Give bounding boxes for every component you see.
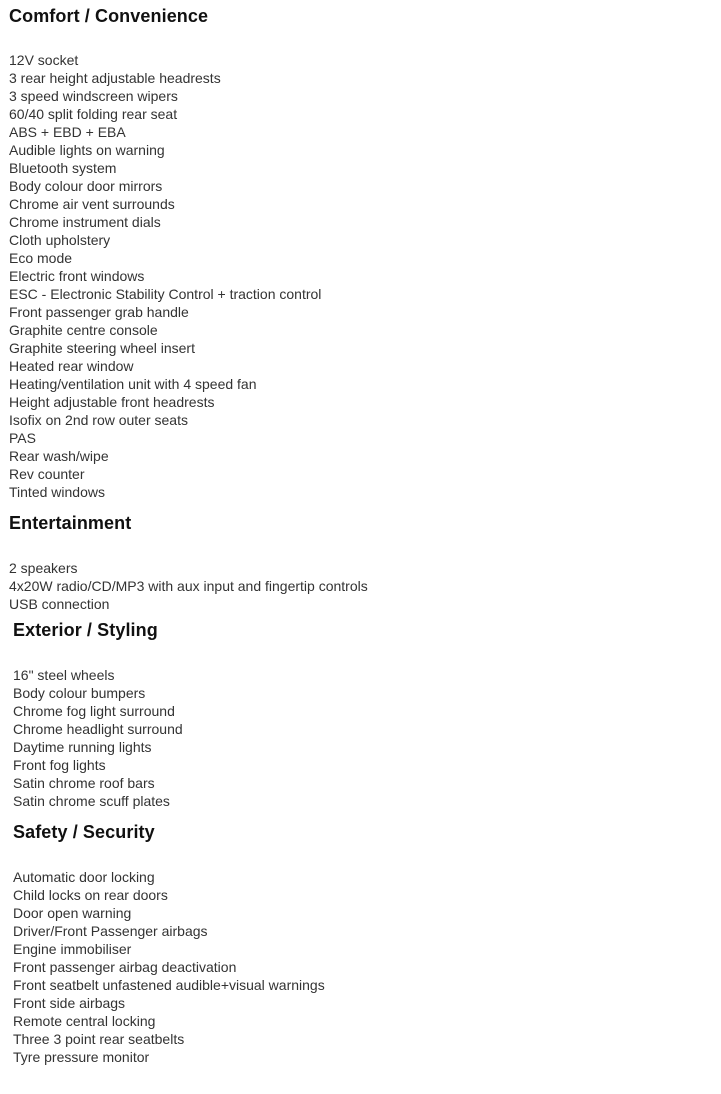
list-item: Front passenger airbag deactivation [13,959,237,975]
list-item: 3 rear height adjustable headrests [9,70,221,86]
list-item: Electric front windows [9,268,145,284]
section-heading: Exterior / Styling [13,620,158,640]
list-item: 16" steel wheels [13,667,115,683]
list-item: Graphite centre console [9,322,158,338]
list-item: Eco mode [9,250,73,266]
list-item: Chrome instrument dials [9,214,161,230]
list-item: 3 speed windscreen wipers [9,88,178,104]
section-safety-security [13,821,713,1066]
list-item: Front side airbags [13,995,126,1011]
section-heading: Comfort / Convenience [9,6,209,26]
list-item: Heated rear window [9,358,134,374]
list-item: 4x20W radio/CD/MP3 with aux input and fingertip controls [9,578,368,594]
feature-list [9,51,709,501]
list-item: Isofix on 2nd row outer seats [9,412,188,428]
feature-list [9,559,709,613]
list-item: 60/40 split folding rear seat [9,106,178,122]
list-item: Satin chrome scuff plates [13,793,170,809]
list-item: Body colour bumpers [13,685,146,701]
list-item: Rear wash/wipe [9,448,109,464]
section-exterior-styling [13,619,713,810]
list-item: Chrome air vent surrounds [9,196,175,212]
list-item: Height adjustable front headrests [9,394,215,410]
list-item: Door open warning [13,905,132,921]
list-item: Front fog lights [13,757,106,773]
section-entertainment [9,512,709,613]
list-item: USB connection [9,596,110,612]
list-item: Automatic door locking [13,869,155,885]
list-item: Body colour door mirrors [9,178,163,194]
list-item: Chrome fog light surround [13,703,175,719]
list-item: Daytime running lights [13,739,152,755]
list-item: Driver/Front Passenger airbags [13,923,208,939]
list-item: Remote central locking [13,1013,156,1029]
list-item: Engine immobiliser [13,941,132,957]
list-item: Heating/ventilation unit with 4 speed fan [9,376,257,392]
list-item: Front seatbelt unfastened audible+visual warnings [13,977,325,993]
list-item: PAS [9,430,36,446]
list-item: Audible lights on warning [9,142,165,158]
list-item: Child locks on rear doors [13,887,168,903]
list-item: Three 3 point rear seatbelts [13,1031,185,1047]
list-item: Satin chrome roof bars [13,775,155,791]
list-item: Bluetooth system [9,160,117,176]
list-item: 12V socket [9,52,79,68]
list-item: ABS + EBD + EBA [9,124,126,140]
list-item: Tinted windows [9,484,105,500]
section-comfort-convenience [9,5,709,501]
list-item: 2 speakers [9,560,78,576]
list-item: Front passenger grab handle [9,304,189,320]
list-item: Rev counter [9,466,85,482]
list-item: ESC - Electronic Stability Control + traction control [9,286,322,302]
section-heading: Entertainment [9,513,132,533]
list-item: Tyre pressure monitor [13,1049,150,1065]
list-item: Chrome headlight surround [13,721,183,737]
list-item: Cloth upholstery [9,232,111,248]
section-heading: Safety / Security [13,822,155,842]
feature-list [13,868,713,1066]
feature-list [13,666,713,810]
list-item: Graphite steering wheel insert [9,340,195,356]
